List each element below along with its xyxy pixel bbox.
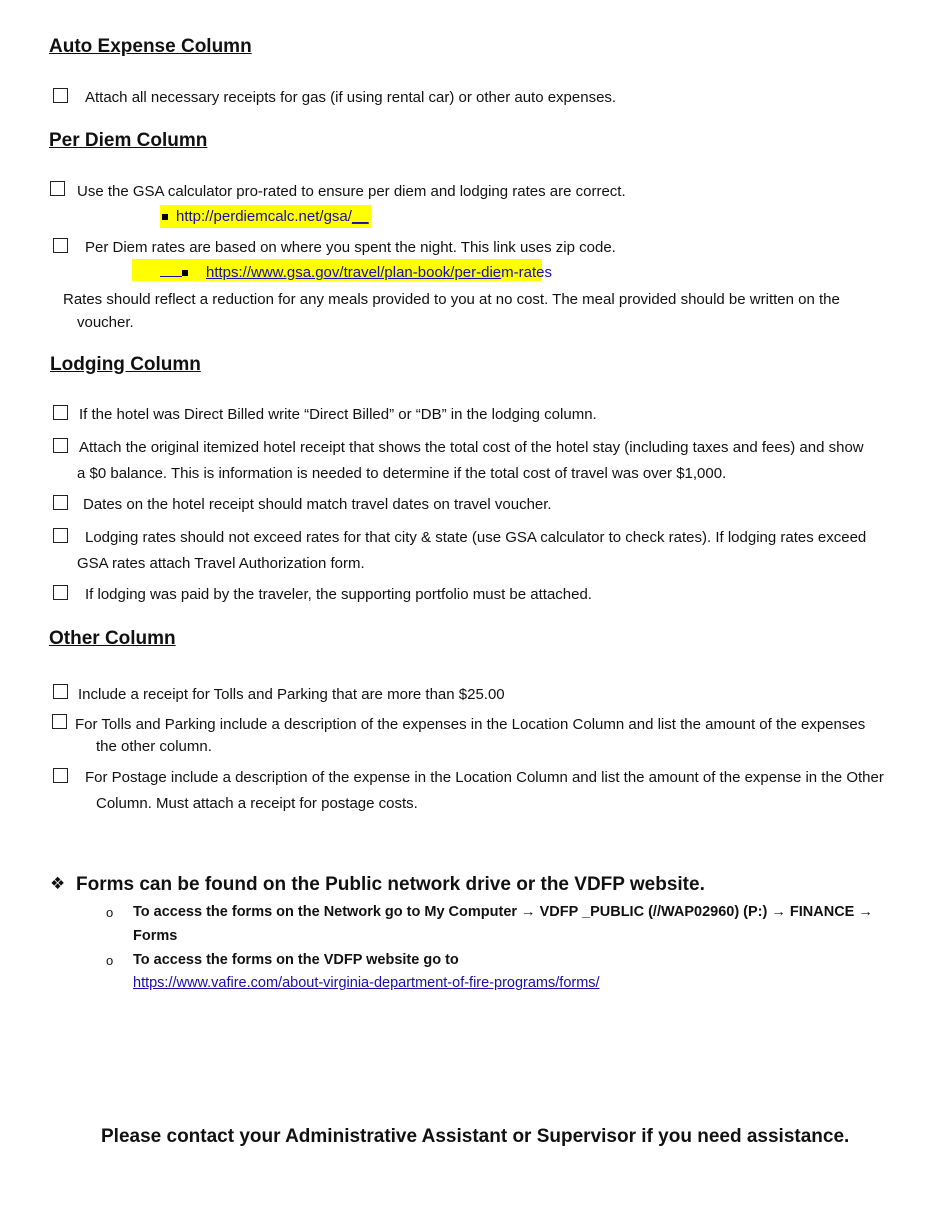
perdiem-link2-line	[160, 261, 552, 284]
lodging-item5-checkbox[interactable]	[53, 585, 68, 600]
lodging-item5-text: If lodging was paid by the traveler, the supporting portfolio must be attached.	[85, 586, 592, 603]
perdiem-link1-trail: __	[351, 208, 369, 225]
gsa-per-diem-link[interactable]: https://www.gsa.gov/travel/plan-book/per-die	[206, 264, 502, 281]
perdiem-link1-line	[160, 205, 371, 228]
square-bullet-icon	[182, 270, 188, 276]
other-item2-line2: the other column.	[96, 738, 212, 755]
auto-expense-heading: Auto Expense Column	[49, 36, 252, 57]
circle-bullet-icon: o	[106, 905, 114, 920]
lodging-item3-checkbox[interactable]	[53, 495, 68, 510]
gsa-per-diem-link-tail[interactable]: m-rates	[501, 264, 552, 281]
forms-network-line2: Forms	[133, 928, 178, 944]
lodging-item2-line2: a $0 balance. This is information is needed to determine if the total cost of travel was over $1,000.	[77, 465, 727, 482]
perdiem-item2-text: Per Diem rates are based on where you spent the night. This link uses zip code.	[85, 239, 616, 256]
lodging-item1-text: If the hotel was Direct Billed write “Direct Billed” or “DB” in the lodging column.	[79, 406, 597, 423]
auto-item1-checkbox[interactable]	[53, 88, 68, 103]
contact-note: Please contact your Administrative Assistant or Supervisor if you need assistance.	[101, 1126, 850, 1147]
vafire-forms-link[interactable]: https://www.vafire.com/about-virginia-department-of-fire-programs/forms/	[133, 975, 600, 991]
lodging-item4-line2: GSA rates attach Travel Authorization form.	[77, 555, 365, 572]
lodging-item4-checkbox[interactable]	[53, 528, 68, 543]
lodging-item2-checkbox[interactable]	[53, 438, 68, 453]
lodging-item4-line1: Lodging rates should not exceed rates for that city & state (use GSA calculator to check rates). If lodging rates exceed	[85, 529, 867, 546]
other-item3-line1: For Postage include a description of the expense in the Location Column and list the amount of the expense in the Other	[85, 769, 884, 786]
diamond-bullet-icon: ❖	[50, 874, 66, 893]
other-item1-checkbox[interactable]	[53, 684, 68, 699]
other-heading: Other Column	[49, 628, 176, 649]
perdiem-item1-checkbox[interactable]	[50, 181, 65, 196]
forms-website-line1: To access the forms on the VDFP website go to	[133, 952, 459, 968]
lodging-item3-text: Dates on the hotel receipt should match travel dates on travel voucher.	[83, 496, 552, 513]
other-item2-checkbox[interactable]	[52, 714, 67, 729]
perdiem-note-line2: voucher.	[77, 314, 134, 331]
per-diem-heading: Per Diem Column	[49, 130, 208, 151]
lodging-heading: Lodging Column	[50, 354, 201, 375]
perdiem-note-line1: Rates should reflect a reduction for any meals provided to you at no cost. The meal provided should be written on the	[63, 291, 840, 308]
perdiem-item2-checkbox[interactable]	[53, 238, 68, 253]
other-item1-text: Include a receipt for Tolls and Parking that are more than $25.00	[78, 686, 505, 703]
forms-title: Forms can be found on the Public network drive or the VDFP website.	[76, 874, 705, 895]
perdiem-calc-link[interactable]: http://perdiemcalc.net/gsa/	[176, 208, 352, 225]
square-bullet-icon	[162, 214, 168, 220]
lodging-item1-checkbox[interactable]	[53, 405, 68, 420]
forms-network-line1: To access the forms on the Network go to My Computer → VDFP _PUBLIC (//WAP02960) (P:) → FINANCE →	[133, 904, 873, 920]
other-item3-line2: Column. Must attach a receipt for postage costs.	[96, 795, 418, 812]
other-item2-line1: For Tolls and Parking include a description of the expenses in the Location Column and list the amount of the expenses	[75, 716, 866, 733]
circle-bullet-icon: o	[106, 953, 114, 968]
auto-item1-text: Attach all necessary receipts for gas (if using rental car) or other auto expenses.	[85, 89, 617, 106]
other-item3-checkbox[interactable]	[53, 768, 68, 783]
lodging-item2-line1: Attach the original itemized hotel receipt that shows the total cost of the hotel stay (including taxes and fees) and show	[79, 439, 864, 456]
perdiem-item1-text: Use the GSA calculator pro-rated to ensure per diem and lodging rates are correct.	[77, 183, 626, 200]
